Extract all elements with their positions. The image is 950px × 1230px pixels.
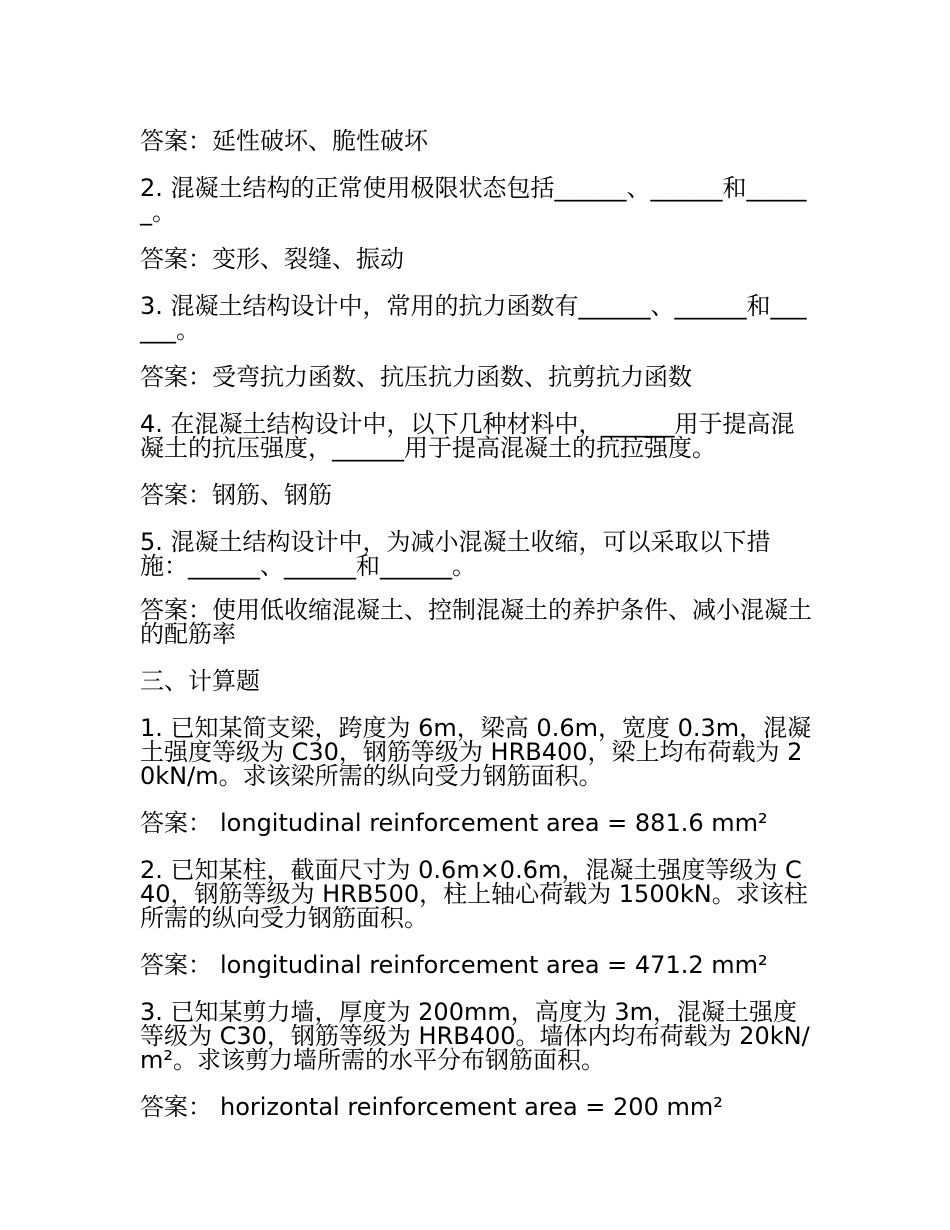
calculation-question-2: 2. 已知某柱，截面尺寸为 0.6m×0.6m，混凝土强度等级为 C40，钢筋等级为 HRB500，柱上轴心荷载为 1500kN。求该柱所需的纵向受力钢筋面积。 <box>140 856 808 932</box>
answer-text: longitudinal reinforcement area = 881.6 mm² <box>220 809 768 837</box>
answer-paragraph: 答案：使用低收缩混凝土、控制混凝土的养护条件、减小混凝土的配筋率 <box>140 596 812 648</box>
answer-paragraph: 答案：变形、裂缝、振动 <box>140 245 404 273</box>
answer-text: longitudinal reinforcement area = 471.2 mm² <box>220 951 768 979</box>
fill-blank-question-2: 2. 混凝土结构的正常使用极限状态包括______、______和______。 <box>140 174 807 226</box>
answer-text: horizontal reinforcement area = 200 mm² <box>220 1093 723 1121</box>
fill-blank-question-5: 5. 混凝土结构设计中，为减小混凝土收缩，可以采取以下措施：______、______和______。 <box>140 528 771 580</box>
fill-blank-question-3: 3. 混凝土结构设计中，常用的抗力函数有______、______和______。 <box>140 292 807 344</box>
answer-label: 答案： <box>140 1093 212 1121</box>
answer-paragraph: 答案：受弯抗力函数、抗压抗力函数、抗剪抗力函数 <box>140 363 692 391</box>
document-page <box>140 126 815 1142</box>
calculation-answer-2 <box>140 950 815 980</box>
answer-label: 答案： <box>140 951 212 979</box>
fill-blank-question-4: 4. 在混凝土结构设计中，以下几种材料中，______用于提高混凝土的抗压强度，______用于提高混凝土的抗拉强度。 <box>140 410 795 462</box>
answer-paragraph: 答案：延性破坏、脆性破坏 <box>140 127 428 155</box>
section-heading-calculation: 三、计算题 <box>140 667 260 695</box>
calculation-answer-3 <box>140 1092 815 1122</box>
answer-paragraph: 答案：钢筋、钢筋 <box>140 481 332 509</box>
calculation-question-1: 1. 已知某简支梁，跨度为 6m，梁高 0.6m，宽度 0.3m，混凝土强度等级为 C30，钢筋等级为 HRB400，梁上均布荷载为 20kN/m。求该梁所需的纵向受力钢筋面积。 <box>140 714 812 790</box>
calculation-question-3: 3. 已知某剪力墙，厚度为 200mm，高度为 3m，混凝土强度等级为 C30，钢筋等级为 HRB400。墙体内均布荷载为 20kN/m²。求该剪力墙所需的水平分布钢筋面积。 <box>140 998 810 1074</box>
answer-label: 答案： <box>140 809 212 837</box>
calculation-answer-1 <box>140 808 815 838</box>
